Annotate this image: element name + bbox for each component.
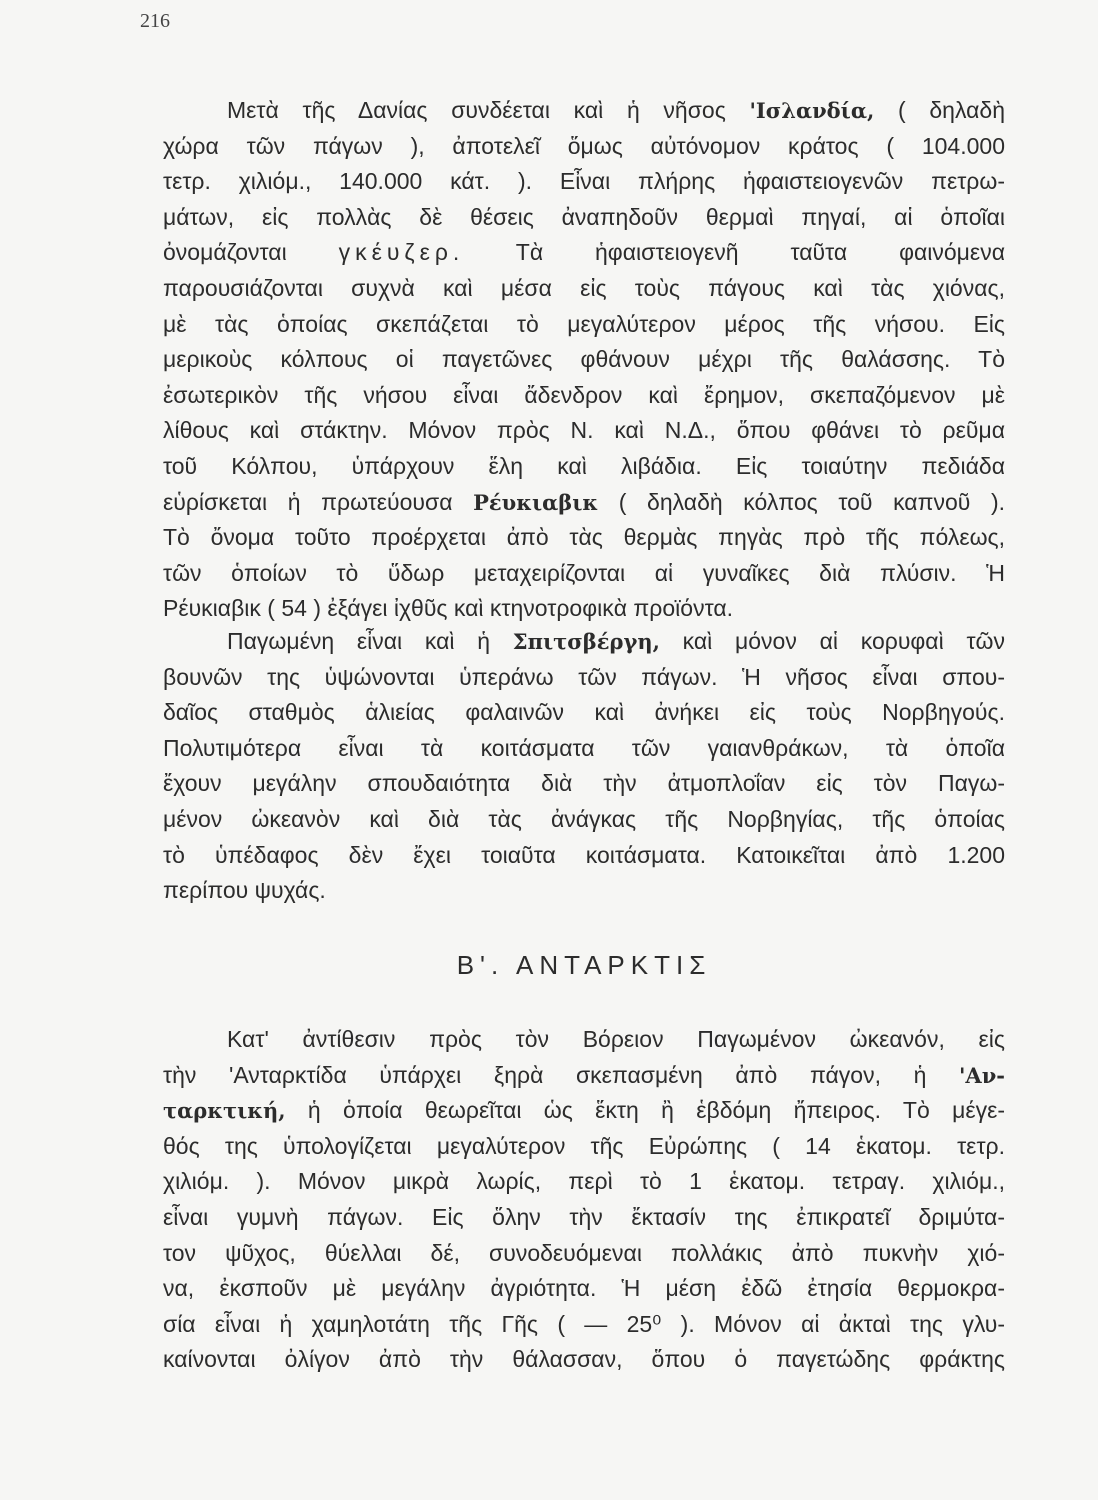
text-segment: τοῦ Κόλπου, ὑπάρχουν ἕλη καὶ λιβάδια. Εἰς τοιαύτην πεδιάδα	[163, 452, 1005, 479]
text-line	[163, 1342, 1005, 1378]
text-segment: ὀνομάζονται	[163, 239, 339, 266]
text-line	[163, 1058, 1005, 1094]
text-line	[163, 1271, 1005, 1307]
text-line	[163, 802, 1005, 838]
text-segment: μένον ὠκεανὸν καὶ διὰ τὰς ἀνάγκας τῆς Νορβηγίας, τῆς ὁποίας	[163, 805, 1005, 832]
text-segment: Παγωμένη εἶναι καὶ ἡ	[227, 628, 513, 654]
text-segment: λίθους καὶ στάκτην. Μόνον πρὸς Ν. καὶ Ν.Δ., ὅπου φθάνει τὸ ρεῦμα	[163, 417, 1005, 444]
text-segment: τον ψῦχος, θύελλαι δέ, συνοδευόμεναι πολλάκις ἀπὸ πυκνὴν χιό-	[163, 1239, 1005, 1266]
bold-term: ταρκτική,	[163, 1098, 286, 1124]
text-line	[163, 1129, 1005, 1165]
text-segment: ( δηλαδὴ κόλπος τοῦ καπνοῦ ).	[598, 488, 1005, 515]
text-line	[163, 200, 1005, 236]
text-line	[163, 307, 1005, 343]
text-line	[163, 342, 1005, 378]
text-segment: Τὰ ἡφαιστειογενῆ ταῦτα φαινόμενα	[464, 239, 1005, 266]
text-segment: ἔχουν μεγάλην σπουδαιότητα διὰ τὴν ἀτμοπλοΐαν εἰς τὸν Παγω-	[163, 770, 1005, 797]
text-line	[163, 1093, 1005, 1129]
text-segment: ( δηλαδὴ	[874, 97, 1005, 123]
text-line	[163, 556, 1005, 592]
text-line	[163, 766, 1005, 802]
bold-term: 'Αν-	[958, 1062, 1005, 1088]
text-line	[163, 93, 1005, 129]
text-line	[163, 1164, 1005, 1200]
text-line	[163, 378, 1005, 414]
text-segment: χιλιόμ. ). Μόνον μικρὰ λωρίς, περὶ τὸ 1 ἑκατομ. τετραγ. χιλιόμ.,	[163, 1168, 1005, 1195]
bold-term: 'Ισλανδία,	[749, 98, 875, 123]
text-segment: μάτων, εἰς πολλὰς δὲ θέσεις ἀναπηδοῦν θερμαὶ πηγαί, αἱ ὁποῖαι	[163, 203, 1005, 230]
text-segment: Τὸ ὄνομα τοῦτο προέρχεται ἀπὸ τὰς θερμὰς πηγὰς πρὸ τῆς πόλεως,	[163, 524, 1005, 551]
text-line	[163, 731, 1005, 767]
text-line	[163, 624, 1005, 660]
text-segment: μὲ τὰς ὁποίας σκεπάζεται τὸ μεγαλύτερον μέρος τῆς νήσου. Εἰς	[163, 310, 1005, 337]
text-segment: καὶ μόνον αἱ κορυφαὶ τῶν	[659, 628, 1005, 654]
text-line	[163, 235, 1005, 271]
paragraph-iceland	[163, 93, 1005, 627]
text-segment: τετρ. χιλιόμ., 140.000 κάτ. ). Εἶναι πλήρης ἡφαιστειογενῶν πετρω-	[163, 168, 1005, 195]
text-segment: εὑρίσκεται ἡ πρωτεύουσα	[163, 488, 474, 515]
text-line	[163, 695, 1005, 731]
text-segment: μερικοὺς κόλπους οἱ παγετῶνες φθάνουν μέχρι τῆς θαλάσσης. Τὸ	[163, 346, 1005, 373]
text-segment: δαῖος σταθμὸς ἁλιείας φαλαινῶν καὶ ἀνήκει εἰς τοὺς Νορβηγούς.	[163, 699, 1005, 726]
paragraph-spitsbergen	[163, 624, 1005, 909]
text-segment: εἶναι γυμνὴ πάγων. Εἰς ὅλην τὴν ἔκτασίν της ἐπικρατεῖ δριμύτα-	[163, 1203, 1005, 1230]
text-segment: να, ἐκσποῦν μὲ μεγάλην ἀγριότητα. Ἡ μέση ἐδῶ ἐτησία θερμοκρα-	[163, 1275, 1005, 1302]
text-segment: τὸ ὑπέδαφος δὲν ἔχει τοιαῦτα κοιτάσματα. Κατοικεῖται ἀπὸ 1.200	[163, 841, 1005, 868]
text-line	[163, 873, 1005, 909]
text-segment: περίπου ψυχάς.	[163, 877, 326, 904]
text-line	[163, 1022, 1005, 1058]
text-segment: ἐσωτερικὸν τῆς νήσου εἶναι ἄδενδρον καὶ ἔρημον, σκεπαζόμενον μὲ	[163, 381, 1005, 408]
text-line	[163, 449, 1005, 485]
bold-term: Σπιτσβέργη,	[512, 629, 660, 654]
text-line	[163, 660, 1005, 696]
text-segment: θός της ὑπολογίζεται μεγαλύτερον τῆς Εὐρώπης ( 14 ἑκατομ. τετρ.	[163, 1132, 1005, 1159]
text-line	[163, 413, 1005, 449]
page-number: 216	[140, 10, 170, 32]
text-segment: χώρα τῶν πάγων ), ἀποτελεῖ ὅμως αὐτόνομον κράτος ( 104.000	[163, 132, 1005, 159]
text-segment: Κατ' ἀντίθεσιν πρὸς τὸν Βόρειον Παγωμένον ὠκεανόν, εἰς	[227, 1026, 1005, 1052]
text-segment: σία εἶναι ἡ χαμηλοτάτη τῆς Γῆς ( — 25⁰ ). Μόνον αἱ ἀκταὶ της γλυ-	[163, 1310, 1005, 1337]
bold-term: Ρέυκιαβικ	[473, 489, 599, 515]
text-line	[163, 838, 1005, 874]
text-segment: Ρέυκιαβικ ( 54 ) ἐξάγει ἰχθῦς καὶ κτηνοτροφικὰ προϊόντα.	[163, 595, 734, 622]
text-line	[163, 164, 1005, 200]
text-line	[163, 1236, 1005, 1272]
text-line	[163, 1200, 1005, 1236]
text-segment: τὴν 'Ανταρκτίδα ὑπάρχει ξηρὰ σκεπασμένη ἀπὸ πάγον, ἡ	[163, 1061, 959, 1088]
text-line	[163, 520, 1005, 556]
text-line	[163, 271, 1005, 307]
text-line	[163, 591, 1005, 627]
paragraph-antarctica	[163, 1022, 1005, 1378]
text-segment: βουνῶν της ὑψώνονται ὑπεράνω τῶν πάγων. Ἡ νῆσος εἶναι σπου-	[163, 663, 1005, 690]
text-segment: καίνονται ὀλίγον ἀπὸ τὴν θάλασσαν, ὅπου ὁ παγετώδης φράκτης	[163, 1346, 1005, 1373]
text-line	[163, 1307, 1005, 1343]
section-heading: Β'. ΑΝΤΑΡΚΤΙΣ	[456, 950, 712, 980]
text-segment: τῶν ὁποίων τὸ ὕδωρ μεταχειρίζονται αἱ γυναῖκες διὰ πλύσιν. Ἡ	[163, 559, 1005, 586]
spaced-term: γκέυζερ.	[338, 239, 465, 266]
text-segment: ἡ ὁποία θεωρεῖται ὡς ἕκτη ἢ ἑβδόμη ἤπειρος. Τὸ μέγε-	[285, 1097, 1005, 1124]
text-segment: Μετὰ τῆς Δανίας συνδέεται καὶ ἡ νῆσος	[227, 97, 750, 123]
text-segment: παρουσιάζονται συχνὰ καὶ μέσα εἰς τοὺς πάγους καὶ τὰς χιόνας,	[163, 274, 1005, 301]
text-line	[163, 129, 1005, 165]
text-line	[163, 485, 1005, 521]
text-segment: Πολυτιμότερα εἶναι τὰ κοιτάσματα τῶν γαιανθράκων, τὰ ὁποῖα	[163, 734, 1005, 761]
